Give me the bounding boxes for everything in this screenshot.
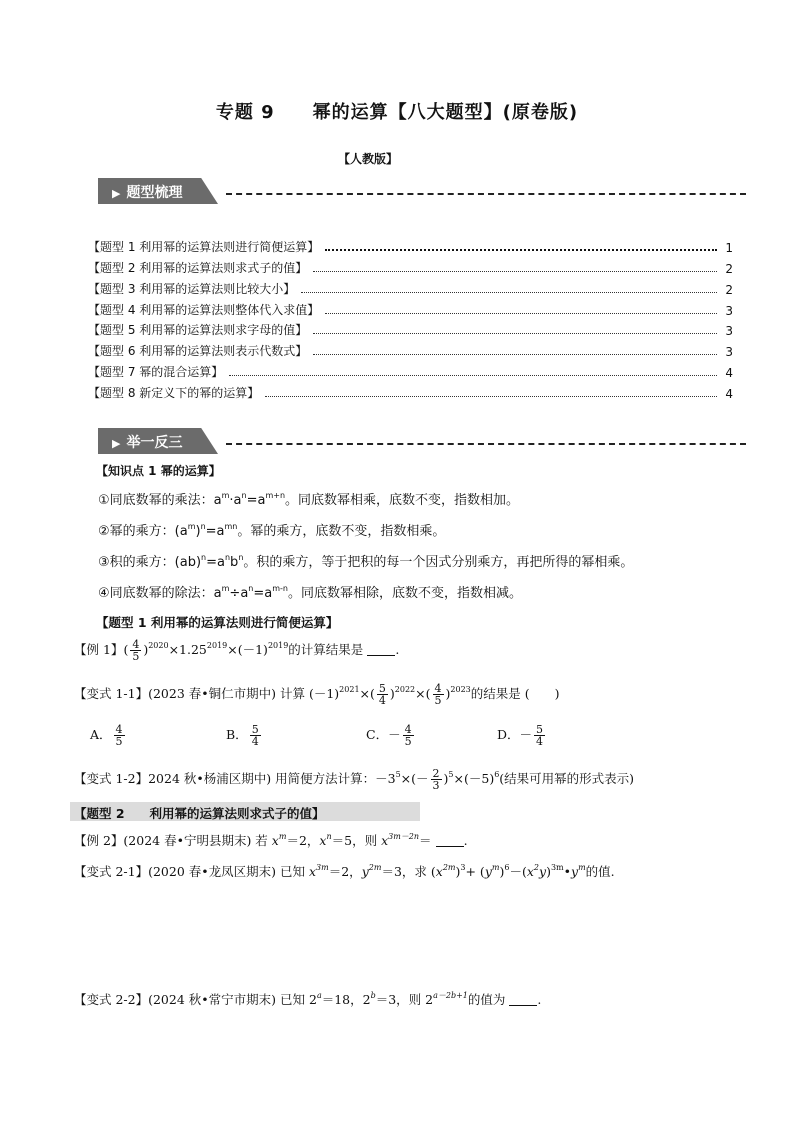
section-bar-outline (98, 178, 746, 204)
variant-1-1: 【变式 1-1】(2023 春•铜仁市期中) 计算 $(-1)^{2021}\times$( $\frac{5}{4}$ )$^{2022}$×( $\frac{4}{5}$ )$^{2023}$的结果是 ( ) (74, 682, 560, 707)
section-title-outline: 题型梳理 (126, 185, 183, 201)
answer-blank[interactable] (367, 643, 395, 656)
section-title-practice: 举一反三 (126, 435, 183, 451)
rule-1: ①同底数幂的乘法：$a^m\cdot a^n=a^{m+n}$。同底数幂相乘，底数不变，指数相加。 (98, 491, 520, 508)
section-bar-practice (98, 428, 746, 454)
example-1: 【例 1】( $\frac{4}{5}$ )$^{2020}\times 1.25^{2019}\times(-1)^{2019}$的计算结果是 . (74, 638, 400, 663)
play-arrow-icon: ▶ (112, 187, 121, 200)
rule-3: ③积的乘方：$(ab)^n=a^nb^n$。积的乘方，等于把积的每一个因式分别乘方，再把所得的幂相乘。 (98, 553, 634, 570)
toc-entry[interactable]: 【题型 5 利用幂的运算法则求字母的值】 3 (88, 323, 733, 339)
answer-blank[interactable] (436, 834, 464, 847)
choice-d[interactable]: D．－ $\frac{5}{4}$ (497, 723, 544, 748)
choice-c[interactable]: C．－ $\frac{4}{5}$ (366, 723, 412, 748)
variant-2-1: 【变式 2-1】(2020 春•龙凤区期末) 已知 $x^{3m}=2$，$y^{2m}=3$，求 $(x^{2m})^3+$ $(y^m)^6-(x^2y)^{3m}•y^m$的值. (74, 863, 615, 879)
type1-title: 【题型 1 利用幂的运算法则进行简便运算】 (96, 615, 339, 630)
dashed-divider (226, 193, 746, 195)
dashed-divider (226, 443, 746, 445)
variant-1-2: 【变式 1-2】2024 秋•杨浦区期中) 用简便方法计算：$-3^5\times(-$ $\frac{2}{3}$ )$^5\times(-5)^6$(结果可用幂的形式表示) (74, 767, 635, 792)
table-of-contents (88, 234, 733, 401)
toc-entry[interactable]: 【题型 7 幂的混合运算】 4 (88, 365, 733, 381)
toc-entry[interactable]: 【题型 8 新定义下的幂的运算】 4 (88, 386, 733, 402)
example-2: 【例 2】(2024 春•宁明县期末) 若 $x^m=2$，$x^n=5$，则 $x^{3m-2n}=$ . (74, 832, 468, 848)
toc-entry[interactable]: 【题型 1 利用幂的运算法则进行简便运算】 1 (88, 239, 733, 255)
page-title: 专题 9 幂的运算【八大题型】(原卷版) (215, 102, 579, 123)
rule-4: ④同底数幂的除法：$a^m\div a^n=a^{m-n}$。同底数幂相除，底数不变，指数相减。 (98, 584, 522, 601)
choice-a[interactable]: A． $\frac{4}{5}$ (90, 723, 123, 748)
variant-2-2: 【变式 2-2】(2024 秋•常宁市期末) 已知 $2^a=18$，$2^b=3$，则 $2^{a-2b+1}$的值为 . (74, 991, 542, 1007)
toc-entry[interactable]: 【题型 6 利用幂的运算法则表示代数式】 3 (88, 344, 733, 360)
rule-2: ②幂的乘方：$(a^m)^n=a^{mn}$。幂的乘方，底数不变，指数相乘。 (98, 522, 446, 539)
toc-entry[interactable]: 【题型 4 利用幂的运算法则整体代入求值】 3 (88, 302, 733, 318)
toc-entry[interactable]: 【题型 3 利用幂的运算法则比较大小】 2 (88, 281, 733, 297)
answer-blank[interactable] (509, 993, 537, 1006)
play-arrow-icon: ▶ (112, 437, 121, 450)
type2-title: 【题型 2 利用幂的运算法则求式子的值】 (74, 806, 325, 821)
edition-label: 【人教版】 (338, 152, 399, 166)
knowledge-title: 【知识点 1 幂的运算】 (96, 464, 221, 478)
toc-entry[interactable]: 【题型 2 利用幂的运算法则求式子的值】 2 (88, 260, 733, 276)
choice-b[interactable]: B． $\frac{5}{4}$ (226, 723, 259, 748)
